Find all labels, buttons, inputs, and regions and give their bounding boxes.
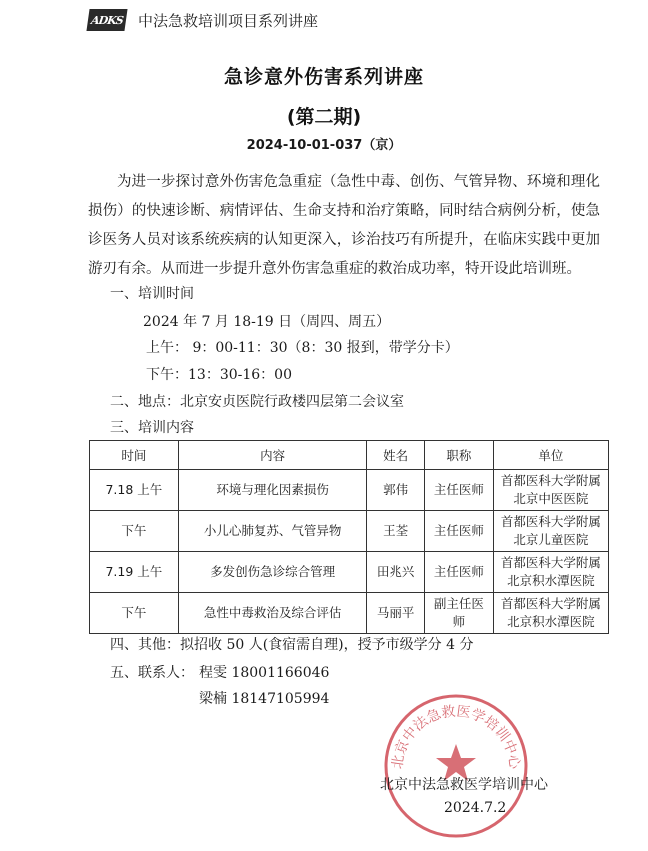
cell-unit: 首都医科大学附属北京积水潭医院: [493, 593, 608, 634]
afternoon-time: 下午：13：30-16：00: [146, 367, 292, 383]
cell-title: 主任医师: [424, 470, 493, 511]
cell-name: 田兆兴: [367, 552, 424, 593]
cell-unit: 首都医科大学附属北京积水潭医院: [493, 552, 608, 593]
cell-content: 小儿心肺复苏、气管异物: [178, 511, 367, 552]
cell-unit: 首都医科大学附属北京中医医院: [493, 470, 608, 511]
issuer-org: 北京中法急救医学培训中心: [380, 777, 548, 793]
cell-time: 下午: [90, 593, 179, 634]
time-heading: 一、培训时间: [110, 286, 194, 302]
table-row: [90, 470, 609, 511]
cell-name: 郭伟: [367, 470, 424, 511]
document-number: 2024-10-01-037（京）: [246, 138, 402, 153]
header-title: 中法急救培训项目系列讲座: [138, 11, 319, 30]
contact-person-2: 梁楠 18147105994: [199, 691, 330, 707]
issue-date: 2024.7.2: [444, 800, 507, 816]
header-name: 姓名: [367, 441, 424, 470]
table-header-row: [90, 441, 609, 470]
header-title-col: 职称: [424, 441, 493, 470]
morning-time: 上午： 9：00-11：30（8：30 报到，带学分卡）: [146, 340, 459, 356]
seal-ring-text: 北京中法急救医学培训中心: [389, 703, 523, 770]
schedule-table: [89, 440, 609, 634]
content-heading: 三、培训内容: [110, 420, 194, 436]
header-unit: 单位: [493, 441, 608, 470]
header-content: 内容: [178, 441, 367, 470]
cell-time: 7.18 上午: [90, 470, 179, 511]
contact-person-1: 程雯 18001166046: [199, 665, 330, 681]
table-row: [90, 511, 609, 552]
other-line: 四、其他：拟招收 50 人(食宿需自理)，授予市级学分 4 分: [110, 637, 474, 653]
cell-time: 7.19 上午: [90, 552, 179, 593]
contact-label: 五、联系人：: [110, 665, 194, 681]
cell-title: 主任医师: [424, 552, 493, 593]
cell-unit: 首都医科大学附属北京儿童医院: [493, 511, 608, 552]
table-row: [90, 593, 609, 634]
cell-content: 环境与理化因素损伤: [178, 470, 367, 511]
document-issue: (第二期): [286, 106, 362, 128]
cell-name: 王荃: [367, 511, 424, 552]
cell-content: 急性中毒救治及综合评估: [178, 593, 367, 634]
document-title: 急诊意外伤害系列讲座: [223, 66, 424, 88]
cell-name: 马丽平: [367, 593, 424, 634]
cell-content: 多发创伤急诊综合管理: [178, 552, 367, 593]
official-seal: [382, 692, 530, 840]
training-date: 2024 年 7 月 18-19 日（周四、周五）: [143, 314, 391, 330]
intro-paragraph: 为进一步探讨意外伤害危急重症（急性中毒、创伤、气管异物、环境和理化损伤）的快速诊断、病情评估、生命支持和治疗策略，同时结合病例分析，使急诊医务人员对该系统疾病的认知更深入，诊治技巧有所提升，在临床实践中更加游刃有余。从而进一步提升意外伤害急重症的救治成功率，特开设此培训班。: [88, 174, 600, 277]
cell-time: 下午: [90, 511, 179, 552]
cell-title: 主任医师: [424, 511, 493, 552]
table-row: [90, 552, 609, 593]
brand-logo: ADKS: [86, 9, 127, 31]
header: [88, 8, 318, 32]
location-line: 二、地点：北京安贞医院行政楼四层第二会议室: [110, 394, 404, 410]
header-time: 时间: [90, 441, 179, 470]
cell-title: 副主任医师: [424, 593, 493, 634]
